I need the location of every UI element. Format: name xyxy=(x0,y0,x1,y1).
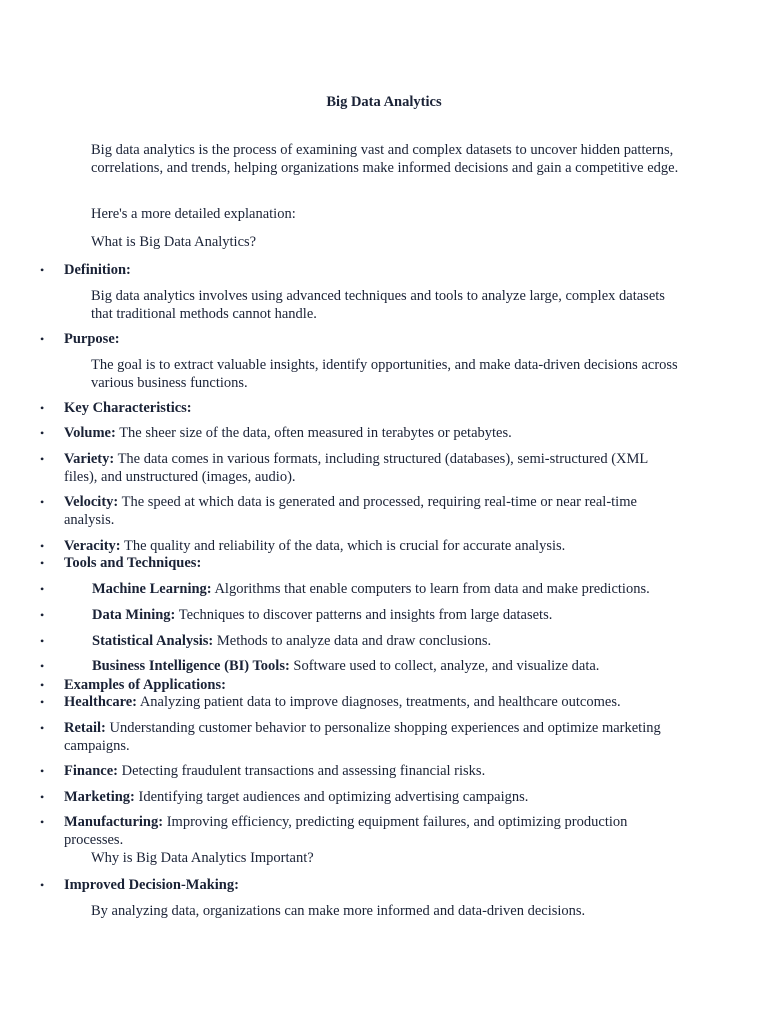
bullet-icon: • xyxy=(40,878,45,892)
item-text: Techniques to discover patterns and insights from large datasets. xyxy=(175,607,553,623)
bullet-icon: • xyxy=(40,401,45,415)
intro-paragraph: Big data analytics is the process of examining vast and complex datasets to uncover hidden patterns, correlations, and trends, helping organizations make informed decisions and gain a competitive edge. xyxy=(91,142,679,176)
item-label: Machine Learning: xyxy=(92,581,212,597)
tools-label: Tools and Techniques: xyxy=(64,555,202,571)
key-characteristics-label: Key Characteristics: xyxy=(64,400,192,416)
item-text: Analyzing patient data to improve diagnoses, treatments, and healthcare outcomes. xyxy=(137,694,621,710)
bullet-icon: • xyxy=(40,452,45,466)
definition-text: Big data analytics involves using advanced techniques and tools to analyze large, complex datasets that traditional methods cannot handle. xyxy=(91,288,665,322)
item-text: The sheer size of the data, often measured in terabytes or petabytes. xyxy=(115,425,512,441)
bullet-icon: • xyxy=(40,790,45,804)
definition-label: Definition: xyxy=(64,262,131,278)
bullet-icon: • xyxy=(40,332,45,346)
explanation-line: Here's a more detailed explanation: xyxy=(91,206,296,222)
item-label: Marketing: xyxy=(64,789,135,805)
item-label: Healthcare: xyxy=(64,694,138,710)
bullet-icon: • xyxy=(40,263,45,277)
item-text: The speed at which data is generated and processed, requiring real-time or near real-time analysis. xyxy=(64,494,637,528)
item-label: Data Mining: xyxy=(92,607,176,623)
bullet-icon: • xyxy=(40,721,45,735)
what-heading: What is Big Data Analytics? xyxy=(91,234,257,250)
bullet-icon: • xyxy=(40,608,45,622)
item-text: Detecting fraudulent transactions and assessing financial risks. xyxy=(117,763,486,779)
item-text: Identifying target audiences and optimizing advertising campaigns. xyxy=(134,789,529,805)
bullet-icon: • xyxy=(40,815,45,829)
bullet-icon: • xyxy=(40,556,45,570)
bullet-icon: • xyxy=(40,582,45,596)
purpose-text: The goal is to extract valuable insights, identify opportunities, and make data-driven decisions across various business functions. xyxy=(91,357,678,391)
item-text: The quality and reliability of the data, which is crucial for accurate analysis. xyxy=(120,538,566,554)
item-label: Variety: xyxy=(64,451,115,467)
item-label: Velocity: xyxy=(64,494,119,510)
bullet-icon: • xyxy=(40,634,45,648)
bullet-icon: • xyxy=(40,495,45,509)
page-title: Big Data Analytics xyxy=(326,94,442,110)
item-text: The data comes in various formats, including structured (databases), semi-structured (XML files), and unstructured (images, audio). xyxy=(64,451,648,485)
purpose-label: Purpose: xyxy=(64,331,120,347)
item-text: Methods to analyze data and draw conclusions. xyxy=(213,633,492,649)
bullet-icon: • xyxy=(40,539,45,553)
item-label: Statistical Analysis: xyxy=(92,633,214,649)
item-label: Business Intelligence (BI) Tools: xyxy=(92,658,290,674)
item-text: Understanding customer behavior to personalize shopping experiences and optimize marketing campaigns. xyxy=(64,720,661,754)
item-label: Veracity: xyxy=(64,538,121,554)
improved-text: By analyzing data, organizations can make more informed and data-driven decisions. xyxy=(91,903,586,919)
item-label: Volume: xyxy=(64,425,116,441)
item-label: Manufacturing: xyxy=(64,814,164,830)
item-text: Algorithms that enable computers to learn from data and make predictions. xyxy=(211,581,650,597)
bullet-icon: • xyxy=(40,764,45,778)
bullet-icon: • xyxy=(40,426,45,440)
examples-label: Examples of Applications: xyxy=(64,677,226,693)
item-label: Finance: xyxy=(64,763,118,779)
bullet-icon: • xyxy=(40,678,45,692)
item-label: Retail: xyxy=(64,720,106,736)
item-text: Software used to collect, analyze, and visualize data. xyxy=(289,658,600,674)
bullet-icon: • xyxy=(40,659,45,673)
item-text: Improving efficiency, predicting equipment failures, and optimizing production processes. xyxy=(64,814,628,848)
bullet-icon: • xyxy=(40,695,45,709)
improved-label: Improved Decision-Making: xyxy=(64,877,239,893)
why-heading: Why is Big Data Analytics Important? xyxy=(91,850,314,866)
